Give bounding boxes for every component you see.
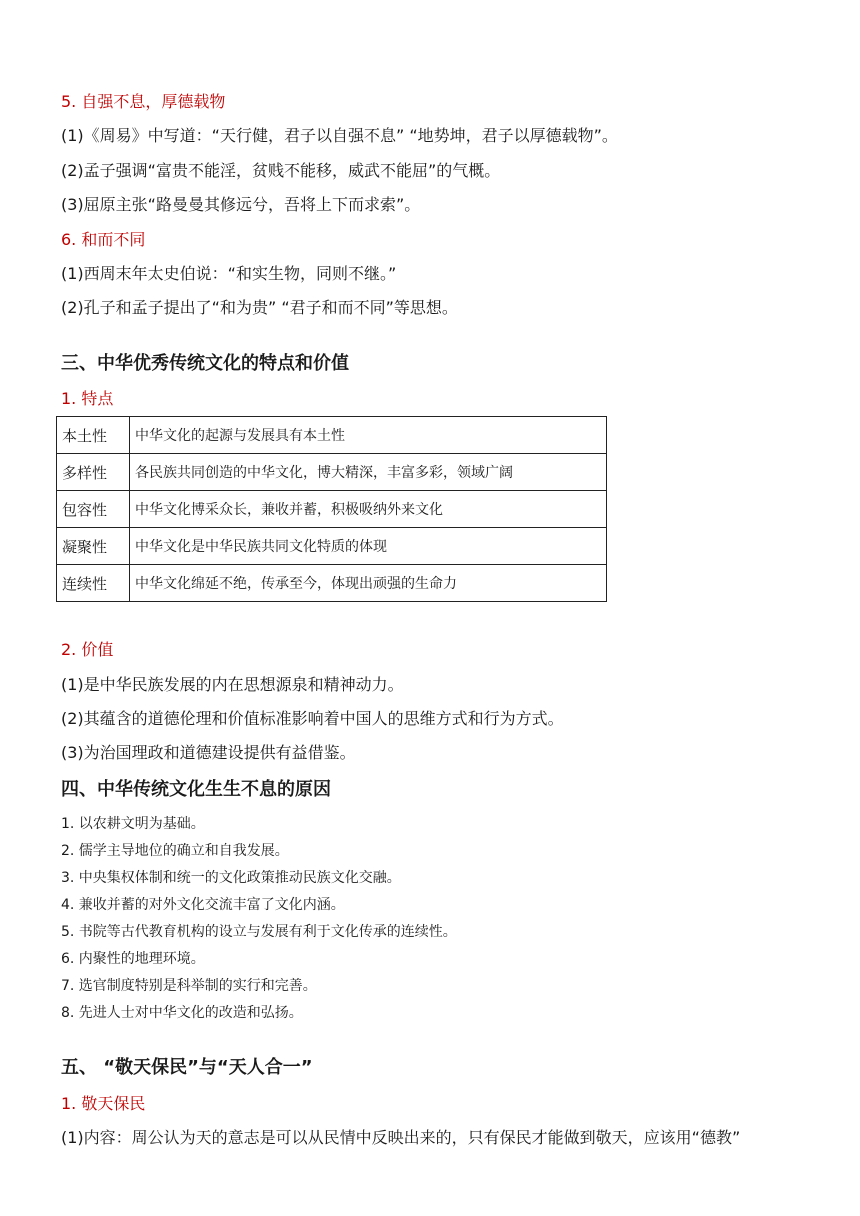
paragraph: (3)屈原主张“路曼曼其修远兮，吾将上下而求索”。	[61, 195, 421, 214]
table-row	[57, 565, 607, 602]
table-row	[57, 417, 607, 454]
feature-value: 中华文化绵延不绝，传承至今，体现出顽强的生命力	[130, 565, 607, 602]
table-row	[57, 528, 607, 565]
list-item: 7. 选官制度特别是科举制的实行和完善。	[61, 978, 317, 994]
section-6-title: 6. 和而不同	[61, 230, 146, 249]
feature-value: 中华文化博采众长，兼收并蓄，积极吸纳外来文化	[130, 491, 607, 528]
paragraph: (1)内容：周公认为天的意志是可以从民情中反映出来的，只有保民才能做到敬天，应该用“德教”	[61, 1128, 741, 1147]
part-5-heading: 五、 “敬天保民”与“天人合一”	[61, 1057, 313, 1078]
value-title: 2. 价值	[61, 640, 114, 659]
feature-value: 各民族共同创造的中华文化，博大精深，丰富多彩，领域广阔	[130, 454, 607, 491]
feature-key: 本土性	[57, 417, 130, 454]
part-3-heading: 三、中华优秀传统文化的特点和价值	[61, 353, 349, 374]
paragraph: (3)为治国理政和道德建设提供有益借鉴。	[61, 743, 356, 762]
feature-key: 包容性	[57, 491, 130, 528]
feature-key: 多样性	[57, 454, 130, 491]
feature-key: 凝聚性	[57, 528, 130, 565]
feature-value: 中华文化是中华民族共同文化特质的体现	[130, 528, 607, 565]
list-item: 5. 书院等古代教育机构的设立与发展有利于文化传承的连续性。	[61, 924, 457, 940]
paragraph: (1)是中华民族发展的内在思想源泉和精神动力。	[61, 675, 404, 694]
list-item: 1. 以农耕文明为基础。	[61, 816, 205, 832]
paragraph: (2)孔子和孟子提出了“和为贵” “君子和而不同”等思想。	[61, 298, 458, 317]
features-title: 1. 特点	[61, 389, 114, 408]
paragraph: (2)其蕴含的道德伦理和价值标准影响着中国人的思维方式和行为方式。	[61, 709, 564, 728]
part-4-heading: 四、中华传统文化生生不息的原因	[61, 779, 331, 800]
list-item: 8. 先进人士对中华文化的改造和弘扬。	[61, 1005, 303, 1021]
subsection-title: 1. 敬天保民	[61, 1094, 146, 1113]
feature-key: 连续性	[57, 565, 130, 602]
paragraph: (1)《周易》中写道：“天行健，君子以自强不息” “地势坤，君子以厚德载物”。	[61, 126, 618, 145]
table-row	[57, 454, 607, 491]
feature-value: 中华文化的起源与发展具有本土性	[130, 417, 607, 454]
paragraph: (1)西周末年太史伯说：“和实生物，同则不继。”	[61, 264, 397, 283]
list-item: 2. 儒学主导地位的确立和自我发展。	[61, 843, 289, 859]
section-5-title: 5. 自强不息，厚德载物	[61, 92, 226, 111]
list-item: 4. 兼收并蓄的对外文化交流丰富了文化内涵。	[61, 897, 345, 913]
features-table	[56, 416, 607, 602]
paragraph: (2)孟子强调“富贵不能淫，贫贱不能移，威武不能屈”的气概。	[61, 161, 501, 180]
list-item: 6. 内聚性的地理环境。	[61, 951, 205, 967]
table-row	[57, 491, 607, 528]
list-item: 3. 中央集权体制和统一的文化政策推动民族文化交融。	[61, 870, 401, 886]
